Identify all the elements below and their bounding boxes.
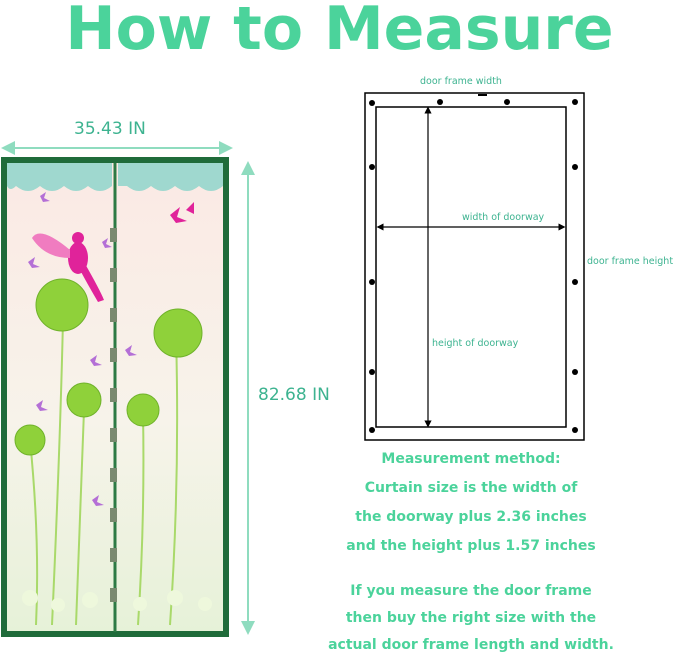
page-title: How to Measure [65,0,614,64]
measurement-method-text [300,445,642,561]
curtain-width-label: 35.43 IN [74,119,146,139]
method-line: the doorway plus 2.36 inches [355,509,587,525]
door-frame-width-label: door frame width [420,76,502,87]
width-of-doorway-label: width of doorway [462,212,545,223]
door-frame-diagram [365,93,584,440]
height-of-doorway-label: height of doorway [432,338,519,349]
method-line: Measurement method: [381,451,561,467]
door-frame-height-label: door frame height [587,256,674,267]
advice-line: actual door frame length and width. [328,637,614,653]
method-line: Curtain size is the width of [364,480,578,496]
advice-line: If you measure the door frame [350,583,592,599]
method-line: and the height plus 1.57 inches [346,538,596,554]
curtain-illustration [4,160,226,634]
curtain-height-label: 82.68 IN [258,385,330,405]
door-frame-advice-text [300,578,642,659]
advice-line: then buy the right size with the [345,610,597,626]
